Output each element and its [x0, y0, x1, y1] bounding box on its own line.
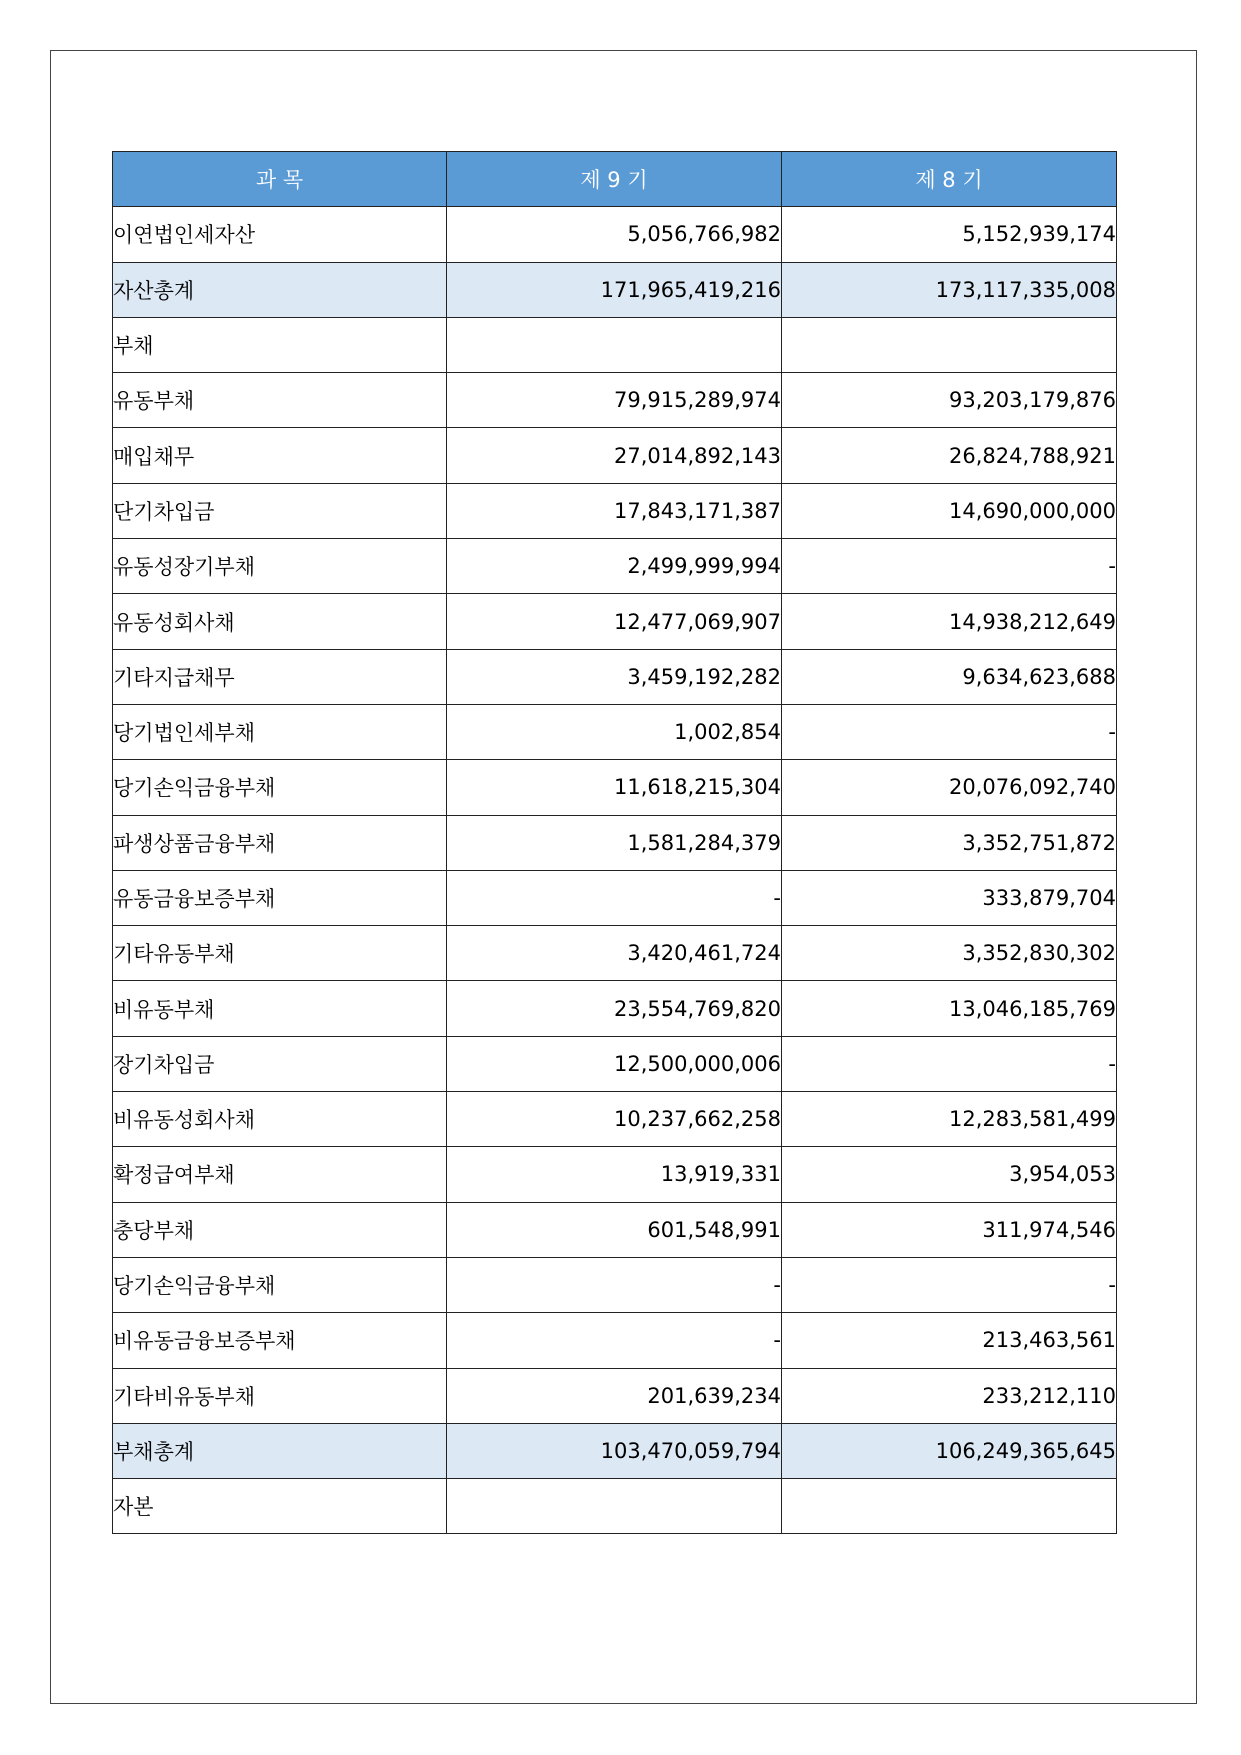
row-label: 확정급여부채	[113, 1147, 447, 1202]
value-period-9: 27,014,892,143	[447, 428, 782, 483]
value-period-8: 311,974,546	[782, 1202, 1117, 1257]
table-row	[113, 704, 1117, 759]
value-period-8: 93,203,179,876	[782, 373, 1117, 428]
table-total-row	[113, 1423, 1117, 1478]
row-label: 당기손익금융부채	[113, 1257, 447, 1312]
value-period-8: 173,117,335,008	[782, 262, 1117, 317]
row-label: 유동부채	[113, 373, 447, 428]
table-row	[113, 373, 1117, 428]
header-period-8: 제 8 기	[782, 152, 1117, 207]
value-period-9: 3,420,461,724	[447, 926, 782, 981]
value-period-8: 333,879,704	[782, 870, 1117, 925]
row-label: 당기손익금융부채	[113, 760, 447, 815]
value-period-9: 11,618,215,304	[447, 760, 782, 815]
table-row	[113, 1036, 1117, 1091]
table-row	[113, 428, 1117, 483]
value-period-8: 14,938,212,649	[782, 594, 1117, 649]
value-period-8: 106,249,365,645	[782, 1423, 1117, 1478]
row-label: 기타유동부채	[113, 926, 447, 981]
row-label: 파생상품금융부채	[113, 815, 447, 870]
row-label: 장기차입금	[113, 1036, 447, 1091]
value-period-8: 213,463,561	[782, 1313, 1117, 1368]
value-period-8: 3,352,830,302	[782, 926, 1117, 981]
value-period-8: 3,352,751,872	[782, 815, 1117, 870]
value-period-9: 5,056,766,982	[447, 207, 782, 262]
row-label: 단기차입금	[113, 483, 447, 538]
value-period-9: 12,477,069,907	[447, 594, 782, 649]
table-row	[113, 1147, 1117, 1202]
table-row	[113, 1313, 1117, 1368]
value-period-8: 233,212,110	[782, 1368, 1117, 1423]
value-period-9: 1,002,854	[447, 704, 782, 759]
value-period-8: 20,076,092,740	[782, 760, 1117, 815]
table-total-row	[113, 262, 1117, 317]
value-period-8: 13,046,185,769	[782, 981, 1117, 1036]
value-period-9: 601,548,991	[447, 1202, 782, 1257]
value-period-8	[782, 1479, 1117, 1534]
header-account: 과 목	[113, 152, 447, 207]
row-label: 비유동성회사채	[113, 1092, 447, 1147]
row-label: 매입채무	[113, 428, 447, 483]
value-period-8: 12,283,581,499	[782, 1092, 1117, 1147]
row-label: 유동성회사채	[113, 594, 447, 649]
value-period-9: 17,843,171,387	[447, 483, 782, 538]
row-label: 자본	[113, 1479, 447, 1534]
table-row	[113, 207, 1117, 262]
value-period-9: -	[447, 1257, 782, 1312]
value-period-8: 9,634,623,688	[782, 649, 1117, 704]
table-row	[113, 594, 1117, 649]
value-period-8	[782, 317, 1117, 372]
value-period-9: 201,639,234	[447, 1368, 782, 1423]
value-period-8: 14,690,000,000	[782, 483, 1117, 538]
value-period-9: 3,459,192,282	[447, 649, 782, 704]
value-period-9: 2,499,999,994	[447, 539, 782, 594]
value-period-9: 12,500,000,006	[447, 1036, 782, 1091]
table-row	[113, 760, 1117, 815]
table-row	[113, 649, 1117, 704]
row-label: 충당부채	[113, 1202, 447, 1257]
table-row	[113, 870, 1117, 925]
value-period-9: 13,919,331	[447, 1147, 782, 1202]
table-row	[113, 1479, 1117, 1534]
value-period-9: 171,965,419,216	[447, 262, 782, 317]
table-row	[113, 1202, 1117, 1257]
row-label: 부채	[113, 317, 447, 372]
value-period-9: -	[447, 870, 782, 925]
value-period-9	[447, 317, 782, 372]
row-label: 유동성장기부채	[113, 539, 447, 594]
value-period-8: -	[782, 704, 1117, 759]
table-row	[113, 1092, 1117, 1147]
value-period-8: -	[782, 539, 1117, 594]
value-period-9	[447, 1479, 782, 1534]
row-label: 유동금융보증부채	[113, 870, 447, 925]
value-period-8: 5,152,939,174	[782, 207, 1117, 262]
row-label: 비유동부채	[113, 981, 447, 1036]
value-period-9: 23,554,769,820	[447, 981, 782, 1036]
row-label: 기타비유동부채	[113, 1368, 447, 1423]
row-label: 당기법인세부채	[113, 704, 447, 759]
table-row	[113, 539, 1117, 594]
value-period-9: -	[447, 1313, 782, 1368]
value-period-8: -	[782, 1257, 1117, 1312]
table-row	[113, 926, 1117, 981]
value-period-9: 10,237,662,258	[447, 1092, 782, 1147]
row-label: 부채총계	[113, 1423, 447, 1478]
table-row	[113, 815, 1117, 870]
value-period-9: 79,915,289,974	[447, 373, 782, 428]
value-period-9: 1,581,284,379	[447, 815, 782, 870]
table-header-row	[113, 152, 1117, 207]
table-row	[113, 317, 1117, 372]
value-period-8: -	[782, 1036, 1117, 1091]
table-row	[113, 1257, 1117, 1312]
header-period-9: 제 9 기	[447, 152, 782, 207]
table-body	[113, 207, 1117, 1534]
value-period-9: 103,470,059,794	[447, 1423, 782, 1478]
value-period-8: 26,824,788,921	[782, 428, 1117, 483]
row-label: 자산총계	[113, 262, 447, 317]
row-label: 비유동금융보증부채	[113, 1313, 447, 1368]
table-row	[113, 981, 1117, 1036]
row-label: 이연법인세자산	[113, 207, 447, 262]
table-row	[113, 483, 1117, 538]
row-label: 기타지급채무	[113, 649, 447, 704]
value-period-8: 3,954,053	[782, 1147, 1117, 1202]
financial-statement-table	[112, 151, 1117, 1534]
table-row	[113, 1368, 1117, 1423]
